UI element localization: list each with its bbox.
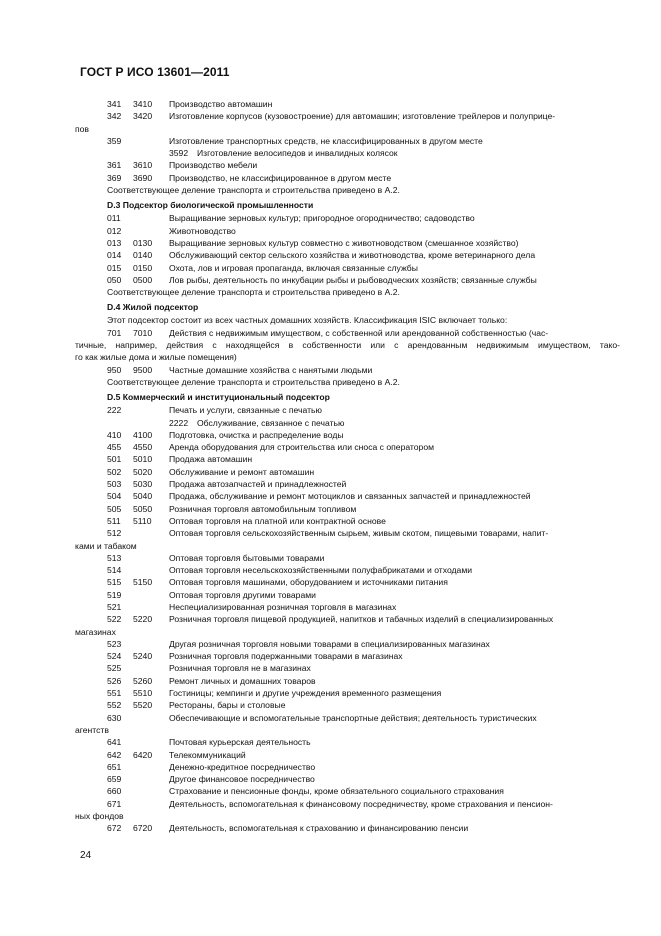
code-row: [80, 98, 620, 110]
code-description: Лов рыбы, деятельность по инкубации рыбы и рыбоводческих хозяйств; связанные службы: [169, 274, 537, 285]
subcode-entry: [169, 147, 398, 159]
paragraph-line: Этот подсектор состоит из всех частных домашних хозяйств. Классификация ISIC включает только:: [107, 315, 508, 326]
code-primary: 222: [107, 405, 122, 416]
code-row: [80, 515, 620, 527]
document-body: [75, 98, 620, 835]
code-row: [80, 736, 620, 748]
code-secondary: 5240: [133, 651, 153, 662]
code-secondary: 0130: [133, 237, 153, 248]
code-row: [80, 159, 620, 171]
code-primary: 651: [107, 761, 122, 772]
code-primary: 015: [107, 262, 122, 273]
code-secondary: 5050: [133, 503, 153, 514]
code-secondary: 5510: [133, 688, 153, 699]
code-primary: 523: [107, 638, 122, 649]
code-description: Оптовая торговля сельскохозяйственным сырьем, живым скотом, пищевыми товарами, напит-: [169, 528, 549, 539]
code-primary: 361: [107, 160, 122, 171]
code-row: [80, 761, 620, 773]
code-primary: 701: [107, 327, 122, 338]
code-description: Оптовая торговля другими товарами: [169, 589, 316, 600]
code-description-continued: ных фондов: [75, 811, 124, 822]
code-row: [80, 364, 620, 376]
code-row: [75, 712, 620, 737]
code-primary: 659: [107, 774, 122, 785]
code-primary: 013: [107, 237, 122, 248]
code-secondary: 5150: [133, 577, 153, 588]
code-row: [80, 429, 620, 441]
code-primary: 526: [107, 675, 122, 686]
code-secondary: 6720: [133, 823, 153, 834]
code-row-first-line: [80, 712, 620, 724]
code-primary: 522: [107, 614, 122, 625]
section-heading-d5: D.5 Коммерческий и институциональный подсектор: [107, 392, 330, 403]
code-row: [80, 675, 620, 687]
code-secondary: 5110: [133, 515, 152, 526]
code-row: [80, 687, 620, 699]
code-primary: 410: [107, 429, 122, 440]
code-secondary: 3420: [133, 111, 153, 122]
code-row: [75, 110, 620, 135]
code-description: Частные домашние хозяйства с нанятыми людьми: [169, 364, 373, 375]
code-primary: 525: [107, 663, 122, 674]
code-row: [80, 564, 620, 576]
code-row: [80, 135, 620, 147]
document-header: ГОСТ Р ИСО 13601—2011: [80, 65, 230, 79]
code-row: [80, 262, 620, 274]
code-description: Неспециализированная розничная торговля в магазинах: [169, 601, 397, 612]
code-row: [75, 613, 620, 638]
code-row: [80, 417, 620, 429]
code-description: Продажа, обслуживание и ремонт мотоциклов и связанных запчастей и принадлежностей: [169, 491, 531, 502]
code-secondary: 5010: [133, 454, 153, 465]
code-description: Обслуживающий сектор сельского хозяйства и животноводства, кроме ветеринарного дела: [169, 250, 536, 261]
codes-list-d5: [75, 404, 620, 834]
code-description-continued: ками и табаком: [75, 540, 137, 551]
code-row: [80, 576, 620, 588]
paragraph-d4: [75, 314, 620, 363]
code-description: Страхование и пенсионные фонды, кроме обязательного социального страхования: [169, 786, 504, 797]
code-description: Аренда оборудования для строительства или сноса с оператором: [169, 442, 435, 453]
code-description: Подготовка, очистка и распределение воды: [169, 429, 344, 440]
code-primary: 671: [107, 798, 122, 809]
code-description: Животноводство: [169, 225, 236, 236]
code-description: Другое финансовое посредничество: [169, 774, 315, 785]
code-primary: 503: [107, 479, 122, 490]
code-subclass: 2222: [169, 417, 189, 428]
code-primary: 050: [107, 274, 122, 285]
code-row: [80, 274, 620, 286]
codes-list-d4: [80, 364, 620, 376]
code-secondary: 3690: [133, 172, 153, 183]
note-text: Соответствующее деление транспорта и строительства приведено в А.2.: [107, 376, 400, 387]
code-primary: 511: [107, 515, 121, 526]
code-description: Охота, лов и игровая пропаганда, включая связанные службы: [169, 262, 418, 273]
section-heading-d3: D.3 Подсектор биологической промышленности: [107, 200, 314, 211]
code-secondary: 5040: [133, 491, 153, 502]
code-primary: 341: [107, 99, 122, 109]
code-secondary: 0500: [133, 274, 153, 285]
code-row: [80, 552, 620, 564]
code-row-first-line: [80, 527, 620, 539]
code-description: Продажа автомашин: [169, 454, 253, 465]
code-row: [80, 453, 620, 465]
code-row: [80, 249, 620, 261]
code-secondary: 9500: [133, 364, 153, 375]
code-primary: 551: [107, 688, 122, 699]
code-description: Деятельность, вспомогательная к страхованию и финансированию пенсии: [169, 823, 469, 834]
code-secondary: 0150: [133, 262, 153, 273]
code-description-continued: магазинах: [75, 626, 116, 637]
code-description: Гостиницы; кемпинги и другие учреждения временного размещения: [169, 688, 442, 699]
code-primary: 641: [107, 737, 122, 748]
paragraph-line: го как жилые дома и жилые помещения): [75, 352, 237, 363]
code-description: Розничная торговля подержанными товарами в магазинах: [169, 651, 403, 662]
note-text: Соответствующее деление транспорта и строительства приведено в А.2.: [107, 185, 400, 196]
code-description: Продажа автозапчастей и принадлежностей: [169, 479, 347, 490]
code-description: Выращивание зерновых культур совместно с животноводством (смешанное хозяйство): [169, 237, 519, 248]
code-primary: 014: [107, 250, 122, 261]
code-primary: 011: [107, 213, 121, 224]
code-description: Изготовление корпусов (кузовостроение) для автомашин; изготовление трейлеров и полуприце-: [169, 111, 556, 122]
code-row: [80, 404, 620, 416]
page-number: 24: [80, 850, 92, 861]
code-description: Производство мебели: [169, 160, 258, 171]
code-primary: 514: [107, 565, 122, 576]
codes-list-d3: [80, 212, 620, 286]
code-description: Оптовая торговля несельскохозяйственными полуфабрикатами и отходами: [169, 565, 473, 576]
code-description: Обслуживание, связанное с печатью: [197, 417, 345, 428]
code-row: [80, 237, 620, 249]
code-secondary: 5020: [133, 466, 153, 477]
code-description: Деятельность, вспомогательная к финансовому посредничеству, кроме страхования и пенсион-: [169, 798, 553, 809]
code-description: Другая розничная торговля новыми товарами в специализированных магазинах: [169, 638, 490, 649]
code-secondary: 4100: [133, 429, 153, 440]
code-primary: 950: [107, 364, 122, 375]
code-subclass: 3592: [169, 148, 189, 159]
codes-list-d2: [75, 98, 620, 184]
code-primary: 359: [107, 135, 122, 146]
code-description: Действия с недвижимым имуществом, с собственной или арендованной собственностью (час-: [169, 327, 549, 338]
code-row-first-line: [80, 110, 620, 122]
code-secondary: 5260: [133, 675, 153, 686]
code-secondary: 4550: [133, 442, 153, 453]
code-primary: 513: [107, 552, 122, 563]
code-description: Денежно-кредитное посредничество: [169, 761, 316, 772]
code-description: Рестораны, бары и столовые: [169, 700, 286, 711]
code-description: Производство, не классифицированное в другом месте: [169, 172, 392, 183]
code-description: Оптовая торговля на платной или контрактной основе: [169, 515, 386, 526]
code-description: Розничная торговля автомобильным топливом: [169, 503, 357, 514]
code-row: [80, 650, 620, 662]
code-primary: 552: [107, 700, 122, 711]
code-primary: 660: [107, 786, 122, 797]
code-secondary: 5520: [133, 700, 153, 711]
code-description: Обеспечивающие и вспомогательные транспортные действия; деятельность туристических: [169, 712, 537, 723]
code-primary: 512: [107, 528, 122, 539]
code-row: [80, 822, 620, 834]
code-secondary: 6420: [133, 749, 153, 760]
code-primary: 502: [107, 466, 122, 477]
code-row: [80, 441, 620, 453]
code-primary: 342: [107, 111, 122, 122]
code-primary: 515: [107, 577, 122, 588]
code-description: Почтовая курьерская деятельность: [169, 737, 311, 748]
code-description: Печать и услуги, связанные с печатью: [169, 405, 322, 416]
code-row: [80, 327, 620, 339]
code-secondary: 3610: [133, 160, 153, 171]
code-row-first-line: [80, 613, 620, 625]
code-description: Розничная торговля пищевой продукцией, напитков и табачных изделий в специализированных: [169, 614, 554, 625]
code-row: [75, 798, 620, 823]
code-row: [80, 785, 620, 797]
code-primary: 524: [107, 651, 122, 662]
code-row: [80, 490, 620, 502]
code-primary: 630: [107, 712, 122, 723]
code-description: Изготовление транспортных средств, не классифицированных в другом месте: [169, 135, 483, 146]
paragraph-line: тичные, например, действия с находящейся в собственности или с арендованным недвижимым имуществом, тако-: [75, 340, 620, 351]
code-description: Изготовление велосипедов и инвалидных колясок: [197, 148, 398, 159]
subcode-entry: [169, 417, 344, 429]
code-description: Телекоммуникаций: [169, 749, 246, 760]
code-description: Ремонт личных и домашних товаров: [169, 675, 316, 686]
code-primary: 672: [107, 823, 122, 834]
code-primary: 519: [107, 589, 122, 600]
code-description: Оптовая торговля бытовыми товарами: [169, 552, 325, 563]
code-description-continued: пов: [75, 123, 89, 134]
code-row: [80, 589, 620, 601]
code-row: [80, 212, 620, 224]
code-row: [80, 172, 620, 184]
code-description: Производство автомашин: [169, 99, 273, 109]
code-primary: 012: [107, 225, 122, 236]
code-primary: 642: [107, 749, 122, 760]
code-secondary: 5220: [133, 614, 153, 625]
code-row: [80, 601, 620, 613]
code-secondary: 3410: [133, 99, 153, 109]
code-row: [80, 466, 620, 478]
section-heading-d4: D.4 Жилой подсектор: [107, 302, 199, 313]
code-secondary: 5030: [133, 479, 153, 490]
code-primary: 505: [107, 503, 122, 514]
code-primary: 369: [107, 172, 122, 183]
code-row: [80, 503, 620, 515]
code-primary: 501: [107, 454, 122, 465]
code-primary: 455: [107, 442, 122, 453]
code-row: [80, 773, 620, 785]
code-description: Оптовая торговля машинами, оборудованием и источниками питания: [169, 577, 448, 588]
code-row: [80, 638, 620, 650]
code-description: Розничная торговля не в магазинах: [169, 663, 311, 674]
code-row-first-line: [80, 798, 620, 810]
code-row: [80, 147, 620, 159]
note-text: Соответствующее деление транспорта и строительства приведено в А.2.: [107, 287, 400, 298]
code-description: Обслуживание и ремонт автомашин: [169, 466, 315, 477]
code-description: Выращивание зерновых культур; пригородное огородничество; садоводство: [169, 213, 475, 224]
code-primary: 504: [107, 491, 122, 502]
code-description-continued: агентств: [75, 724, 109, 735]
code-row: [80, 662, 620, 674]
code-primary: 521: [107, 601, 122, 612]
code-row: [75, 527, 620, 552]
code-row: [80, 699, 620, 711]
code-secondary: 7010: [133, 327, 153, 338]
code-row: [80, 225, 620, 237]
code-row: [80, 478, 620, 490]
code-secondary: 0140: [133, 250, 153, 261]
code-row: [80, 749, 620, 761]
